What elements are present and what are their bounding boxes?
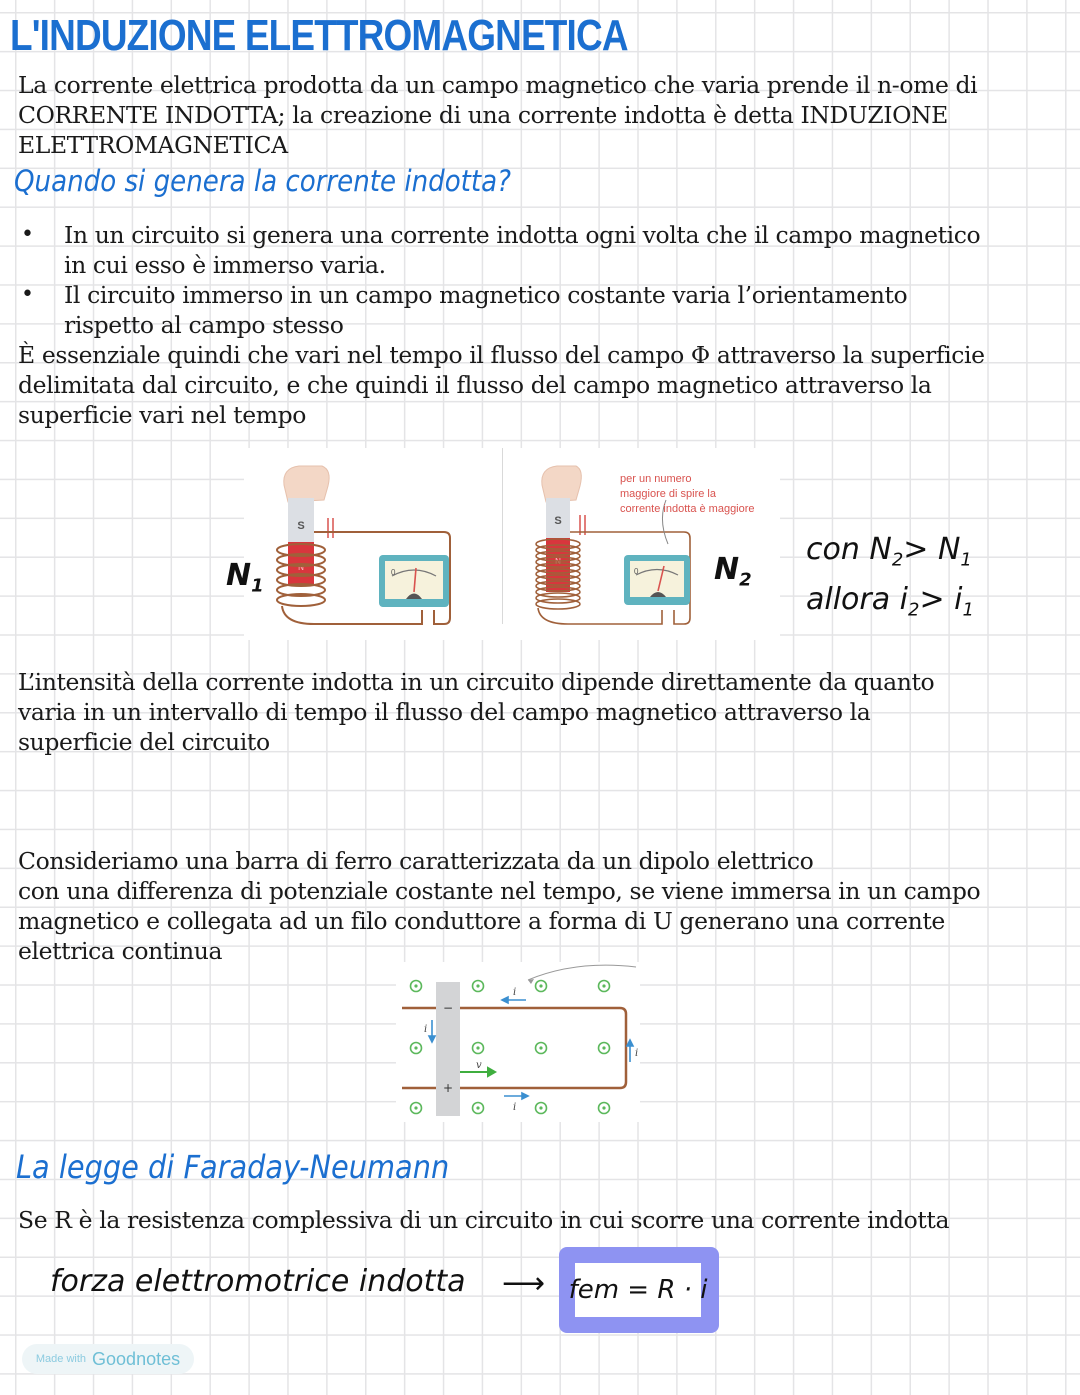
section-heading-when: Quando si genera la corrente indotta? bbox=[14, 164, 511, 198]
paragraph-line: con una differenza di potenziale costante nel tempo, se viene immersa in un campo bbox=[18, 877, 981, 905]
paragraph-line: superficie vari nel tempo bbox=[18, 401, 307, 429]
caption-line: corrente indotta è maggiore bbox=[620, 503, 755, 515]
emf-formula: fem = R · i bbox=[568, 1275, 708, 1305]
resistance-paragraph: Se R è la resistenza complessiva di un circuito in cui scorre una corrente indotta bbox=[18, 1206, 950, 1234]
intro-paragraph bbox=[18, 70, 977, 160]
intro-line: La corrente elettrica prodotta da un campo magnetico che varia prende il n-ome di bbox=[18, 71, 978, 99]
paragraph-line: magnetico e collegata ad un filo conduttore a forma di U generano una corrente bbox=[18, 907, 945, 935]
page-title: L'INDUZIONE ELETTROMAGNETICA bbox=[10, 11, 628, 60]
bullet-list bbox=[18, 220, 980, 340]
turns-comparison-note bbox=[806, 530, 974, 631]
moving-bar-circuit-figure bbox=[396, 962, 640, 1122]
label-n2: $N_2$ bbox=[714, 552, 752, 591]
bullet-line: • Il circuito immerso in un campo magnetico costante varia l’orientamento bbox=[64, 281, 908, 309]
intensity-paragraph bbox=[18, 667, 934, 757]
svg-text:i: i bbox=[513, 987, 517, 998]
svg-text:v: v bbox=[476, 1060, 482, 1071]
coil-few-turns-illustration bbox=[254, 460, 494, 630]
svg-text:0: 0 bbox=[391, 568, 396, 577]
arrow-right-icon: ⟶ bbox=[502, 1266, 546, 1301]
paragraph-line: elettrica continua bbox=[18, 937, 223, 965]
bullet-line: in cui esso è immerso varia. bbox=[64, 251, 386, 279]
svg-text:−: − bbox=[442, 1001, 454, 1015]
figure-divider bbox=[502, 448, 503, 624]
bullet-line: • In un circuito si genera una corrente indotta ogni volta che il campo magnetico bbox=[64, 221, 981, 249]
paragraph-line: È essenziale quindi che vari nel tempo il flusso del campo Φ attraverso la superficie bbox=[18, 341, 985, 369]
bullet-item bbox=[18, 280, 980, 340]
paragraph-line: superficie del circuito bbox=[18, 728, 270, 756]
svg-text:i: i bbox=[513, 1102, 517, 1113]
intro-line: CORRENTE INDOTTA; la creazione di una corrente indotta è detta INDUZIONE bbox=[18, 101, 948, 129]
emf-label: forza elettromotrice indotta bbox=[50, 1264, 466, 1299]
svg-text:S: S bbox=[554, 515, 562, 527]
paragraph-line: L’intensità della corrente indotta in un circuito dipende direttamente da quanto bbox=[18, 668, 935, 696]
badge-brand: Goodnotes bbox=[92, 1348, 181, 1369]
note-line-2: allora $i_2> i_1$ bbox=[806, 582, 974, 621]
svg-text:N: N bbox=[298, 563, 304, 572]
bullet-item bbox=[18, 220, 980, 280]
formula-box bbox=[559, 1247, 719, 1333]
section-heading-faraday: La legge di Faraday-Neumann bbox=[16, 1148, 450, 1186]
note-line-1: con $N_2> N_1$ bbox=[806, 532, 972, 571]
goodnotes-badge[interactable] bbox=[22, 1344, 194, 1374]
iron-bar-paragraph bbox=[18, 846, 980, 966]
svg-text:i: i bbox=[424, 1024, 428, 1035]
intro-line: ELETTROMAGNETICA bbox=[18, 131, 288, 159]
svg-text:S: S bbox=[297, 520, 305, 532]
coil-experiment-figure bbox=[226, 448, 780, 640]
bullet-line: rispetto al campo stesso bbox=[64, 311, 344, 339]
paragraph-line: Consideriamo una barra di ferro caratterizzata da un dipolo elettrico bbox=[18, 847, 814, 875]
badge-made-with: Made with bbox=[35, 1353, 87, 1365]
flux-paragraph bbox=[18, 340, 985, 430]
caption-line: maggiore di spire la bbox=[620, 488, 716, 500]
caption-line: per un numero bbox=[620, 473, 692, 485]
coil-caption bbox=[620, 472, 755, 517]
paragraph-line: delimitata dal circuito, e che quindi il flusso del campo magnetico attraverso la bbox=[18, 371, 932, 399]
label-n1: $N_1$ bbox=[226, 558, 264, 597]
svg-text:+: + bbox=[442, 1081, 454, 1095]
svg-text:0: 0 bbox=[634, 567, 639, 576]
svg-text:i: i bbox=[635, 1048, 639, 1059]
svg-text:N: N bbox=[555, 557, 561, 566]
formula-box-inner bbox=[568, 1263, 708, 1317]
paragraph-line: varia in un intervallo di tempo il flusso del campo magnetico attraverso la bbox=[18, 698, 871, 726]
